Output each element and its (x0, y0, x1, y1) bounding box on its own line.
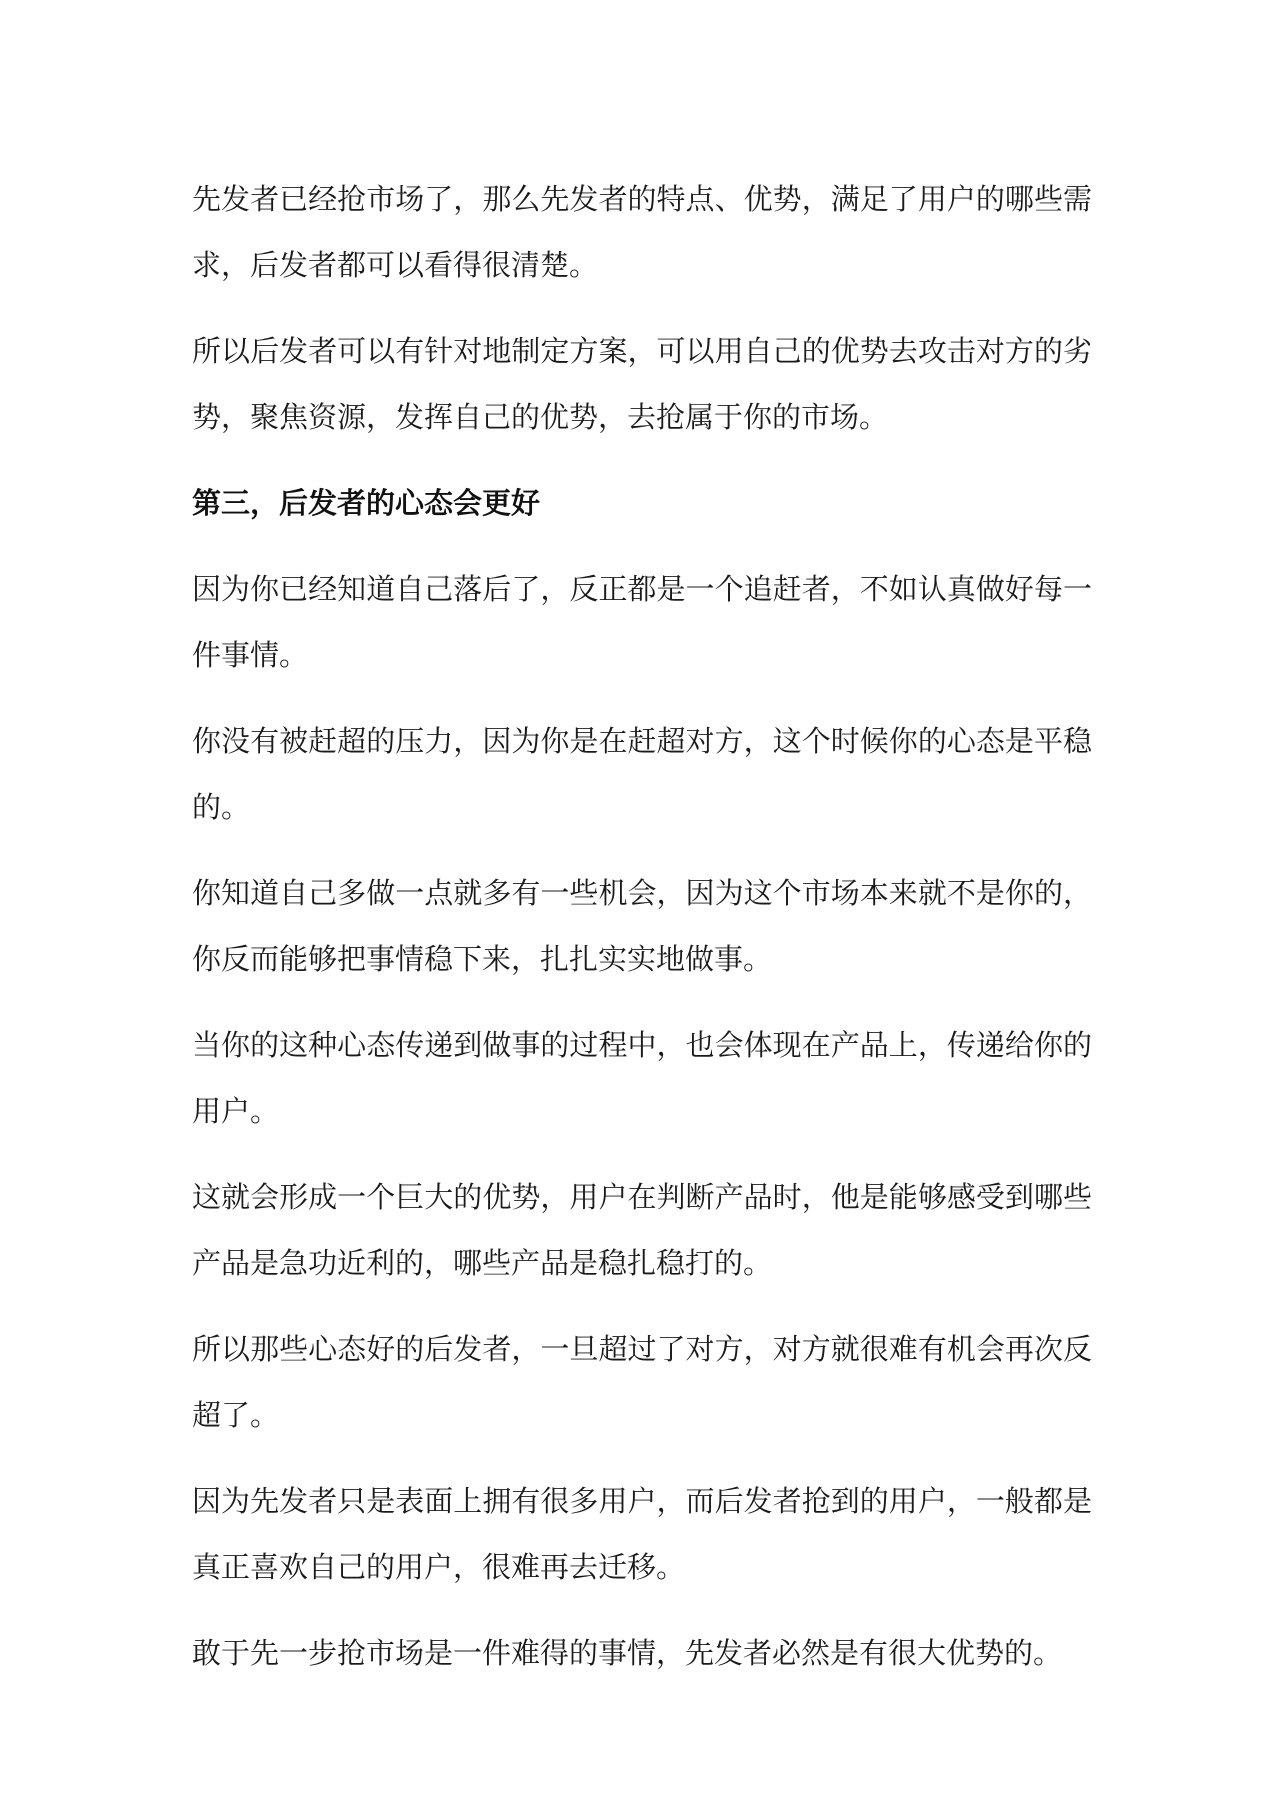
paragraph: 敢于先一步抢市场是一件难得的事情，先发者必然是有很大优势的。 (192, 1636, 1063, 1670)
paragraph: 所以后发者可以有针对地制定方案，可以用自己的优势去攻击对方的劣势，聚焦资源，发挥自己的优势，去抢属于你的市场。 (192, 334, 1092, 434)
paragraph: 所以那些心态好的后发者，一旦超过了对方，对方就很难有机会再次反超了。 (192, 1332, 1092, 1432)
paragraph: 你没有被赶超的压力，因为你是在赶超对方，这个时候你的心态是平稳的。 (192, 724, 1092, 824)
paragraph: 因为先发者只是表面上拥有很多用户，而后发者抢到的用户，一般都是真正喜欢自己的用户，很难再去迁移。 (192, 1484, 1092, 1584)
paragraph: 这就会形成一个巨大的优势，用户在判断产品时，他是能够感受到哪些产品是急功近利的，哪些产品是稳扎稳打的。 (192, 1180, 1092, 1280)
document-body (192, 166, 1092, 1706)
paragraph: 当你的这种心态传递到做事的过程中，也会体现在产品上，传递给你的用户。 (192, 1028, 1092, 1128)
paragraph: 你知道自己多做一点就多有一些机会，因为这个市场本来就不是你的，你反而能够把事情稳下来，扎扎实实地做事。 (192, 876, 1092, 976)
paragraph: 先发者已经抢市场了，那么先发者的特点、优势，满足了用户的哪些需求，后发者都可以看得很清楚。 (192, 182, 1092, 282)
section-heading: 第三，后发者的心态会更好 (192, 486, 541, 520)
paragraph: 因为你已经知道自己落后了，反正都是一个追赶者，不如认真做好每一件事情。 (192, 572, 1092, 672)
